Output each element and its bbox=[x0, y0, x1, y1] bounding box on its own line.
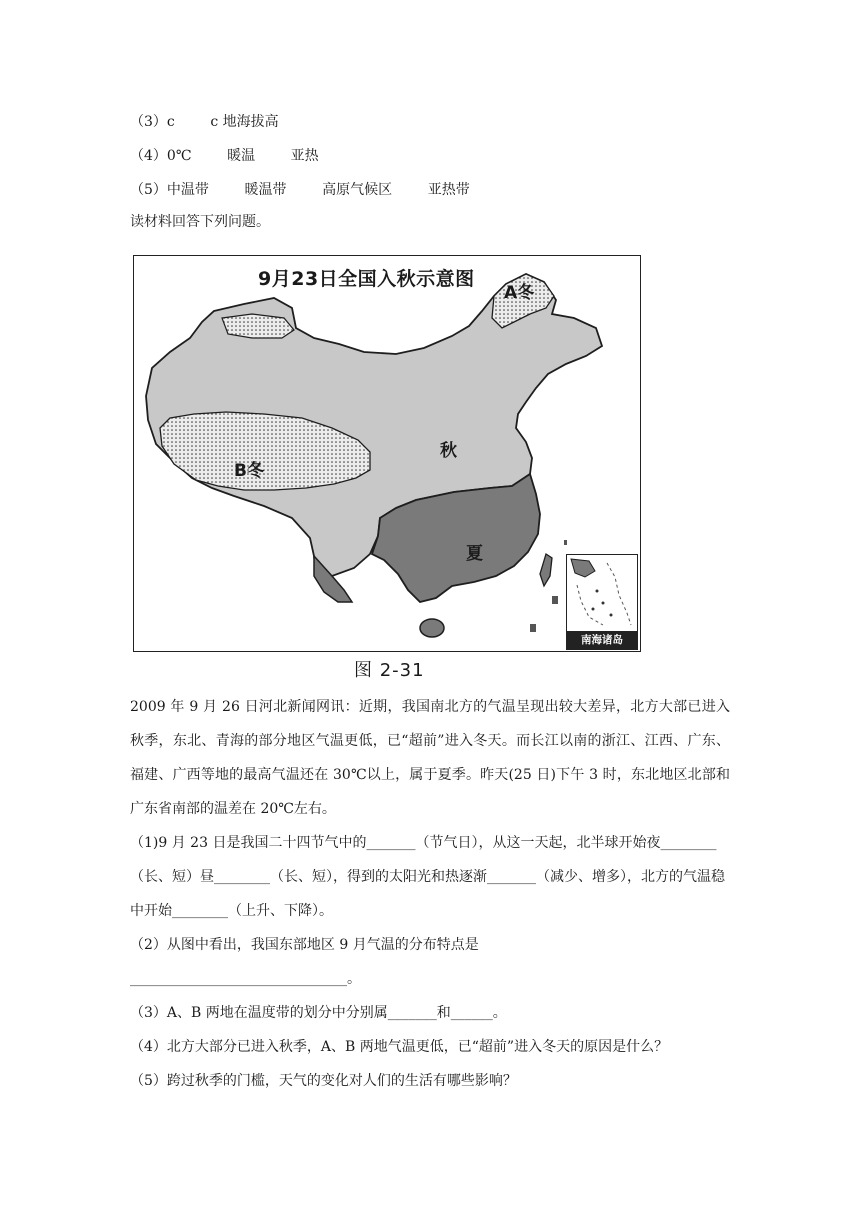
island-mark bbox=[552, 596, 558, 604]
question-1: （1)9 月 23 日是我国二十四节气中的_______（节气日），从这一天起，北半球开始夜________（长、短）昼________（长、短），得到的太阳光和热逐渐_______（减少、增多），北方的气温稳中开始________（上升、下降）。 bbox=[130, 835, 725, 919]
news-passage: 2009 年 9 月 26 日河北新闻网讯：近期，我国南北方的气温呈现出较大差异，北方大部已进入秋季，东北、青海的部分地区气温更低，已“超前”进入冬天。而长江以南的浙江、江西、广东、福建、广西等地的最高气温还在 30℃以上，属于夏季。昨天(25 日)下午 3 时，东北地区北部和广东省南部的温差在 20℃左右。 bbox=[130, 699, 730, 817]
map-title: 9月23日全国入秋示意图 bbox=[258, 268, 475, 290]
south-china-sea-inset bbox=[566, 554, 638, 650]
answer-4: （4）0℃ 暖温 亚热 bbox=[130, 148, 319, 164]
label-a-winter: A冬 bbox=[504, 283, 535, 303]
island-mark bbox=[530, 624, 536, 632]
question-4: （4）北方大部分已进入秋季，A、B 两地气温更低，已“超前”进入冬天的原因是什么？ bbox=[130, 1039, 669, 1055]
china-autumn-map-figure bbox=[133, 255, 641, 652]
inset-map bbox=[567, 555, 637, 631]
china-map bbox=[134, 256, 640, 651]
label-summer: 夏 bbox=[466, 544, 483, 564]
hainan-island bbox=[420, 619, 444, 637]
label-autumn: 秋 bbox=[440, 441, 457, 461]
taiwan-island bbox=[540, 554, 552, 586]
answer-5: （5）中温带 暖温带 高原气候区 亚热带 bbox=[130, 182, 470, 198]
question-3: （3）A、B 两地在温度带的划分中分别属_______和______。 bbox=[130, 1005, 507, 1021]
figure-caption: 图 2-31 bbox=[354, 660, 425, 681]
inset-label: 南海诸岛 bbox=[567, 631, 637, 649]
question-2: （2）从图中看出，我国东部地区 9 月气温的分布特点是 bbox=[130, 937, 479, 953]
intro-text: 读材料回答下列问题。 bbox=[130, 214, 270, 230]
label-b-winter: B冬 bbox=[234, 461, 264, 481]
question-5: （5）跨过秋季的门槛，天气的变化对人们的生活有哪些影响？ bbox=[130, 1073, 517, 1089]
winter-patch-xinjiang bbox=[222, 314, 294, 338]
question-2-blank: _______________________________。 bbox=[130, 971, 361, 987]
answer-3: （3）c c 地海拔高 bbox=[130, 114, 279, 130]
island-mark bbox=[564, 540, 567, 545]
